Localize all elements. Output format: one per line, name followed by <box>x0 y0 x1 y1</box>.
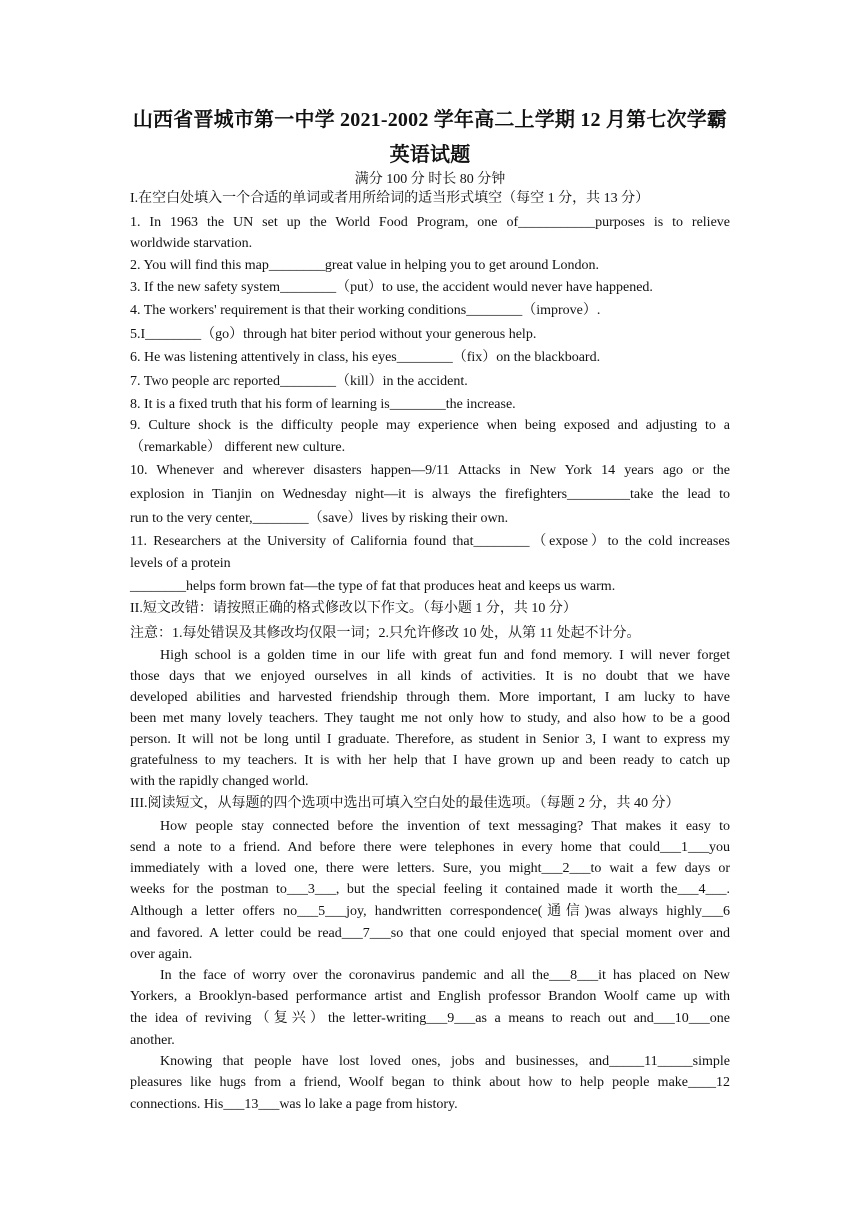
passage-line-a4: weeks for the postman to___3___, but the special feeling it contained made it worth the___4___. <box>130 882 730 897</box>
question-10-line1: 10. Whenever and wherever disasters happen—9/11 Attacks in New York 14 years ago or the <box>130 463 730 478</box>
question-9-line2: （remarkable） different new culture. <box>130 440 346 455</box>
passage-line-a1: How people stay connected before the invention of text messaging? That makes it easy to <box>160 819 730 834</box>
passage-line-a2: send a note to a friend. And before there were telephones in every home that could___1___you <box>130 840 730 855</box>
passage-line-b2: Yorkers, a Brooklyn-based performance artist and English professor Brandon Woolf came up with <box>130 989 730 1004</box>
essay-line-1: High school is a golden time in our life with great fun and fond memory. I will never forget <box>160 648 730 663</box>
section3-heading: III.阅读短文，从每题的四个选项中选出可填入空白处的最佳选项。（每题 2 分，共 40 分） <box>130 796 680 811</box>
question-7: 7. Two people arc reported________（kill）in the accident. <box>130 374 468 389</box>
passage-line-b3: the idea of reviving（复兴）the letter-writing___9___as a means to reach out and___10___one <box>130 1011 730 1026</box>
essay-line-4: been met many lovely teachers. They taught me not only how to study, and also how to be a good <box>130 711 730 726</box>
essay-line-2: those days that we enjoyed ourselves in all kinds of activities. It is no doubt that we have <box>130 669 730 684</box>
passage-line-c3: connections. His___13___was lo lake a page from history. <box>130 1097 458 1112</box>
question-11-line3: ________helps form brown fat—the type of fat that produces heat and keeps us warm. <box>130 579 616 594</box>
section1-heading: I.在空白处填入一个合适的单词或者用所给词的适当形式填空（每空 1 分，共 13 分） <box>130 191 650 206</box>
document-title-line1: 山西省晋城市第一中学 2021-2002 学年高二上学期 12 月第七次学霸 <box>132 109 728 131</box>
question-11-line2: levels of a protein <box>130 556 231 571</box>
question-9-line1: 9. Culture shock is the difficulty people may experience when being exposed and adjusting to a <box>130 418 730 433</box>
question-10-line2: explosion in Tianjin on Wednesday night—it is always the firefighters_________take the lead to <box>130 487 730 502</box>
question-4: 4. The workers' requirement is that their working conditions________（improve）. <box>130 303 601 318</box>
passage-line-a5: Although a letter offers no___5___joy, handwritten correspondence(通信)was always highly___6 <box>130 904 730 919</box>
essay-line-7: with the rapidly changed world. <box>130 774 309 789</box>
passage-line-a7: over again. <box>130 947 193 962</box>
question-1-line2: worldwide starvation. <box>130 236 253 251</box>
passage-line-a6: and favored. A letter could be read___7___so that one could enjoyed that special moment over and <box>130 926 730 941</box>
essay-line-3: developed abilities and harvested friendship through them. More important, I am lucky to have <box>130 690 730 705</box>
passage-line-c1: Knowing that people have lost loved ones, jobs and businesses, and_____11_____simple <box>160 1054 730 1069</box>
essay-line-5: person. It will not be long until I graduate. Therefore, as student in Senior 3, I want to express my <box>130 732 730 747</box>
passage-line-a3: immediately with a loved one, there were letters. Sure, you might___2___to wait a few days or <box>130 861 730 876</box>
question-11-line1: 11. Researchers at the University of California found that________（expose）to the cold increases <box>130 534 730 549</box>
question-3: 3. If the new safety system________（put）to use, the accident would never have happened. <box>130 280 653 295</box>
question-2: 2. You will find this map________great value in helping you to get around London. <box>130 258 599 273</box>
essay-line-6: gratefulness to my teachers. It is with her help that I have grown up and been ready to catch up <box>130 753 730 768</box>
section2-note: 注意：1.每处错误及其修改均仅限一词；2.只允许修改 10 处，从第 11 处起不计分。 <box>130 626 641 641</box>
passage-line-b4: another. <box>130 1033 175 1048</box>
question-6: 6. He was listening attentively in class, his eyes________（fix）on the blackboard. <box>130 350 601 365</box>
section2-heading: II.短文改错：请按照正确的格式修改以下作文。（每小题 1 分，共 10 分） <box>130 601 577 616</box>
passage-line-c2: pleasures like hugs from a friend, Woolf began to think about how to help people make____12 <box>130 1075 730 1090</box>
exam-meta: 满分 100 分 时长 80 分钟 <box>354 172 506 187</box>
document-title-line2: 英语试题 <box>389 144 471 166</box>
question-8: 8. It is a fixed truth that his form of learning is________the increase. <box>130 397 516 412</box>
question-5: 5.I________（go）through hat biter period without your generous help. <box>130 327 537 342</box>
passage-line-b1: In the face of worry over the coronavirus pandemic and all the___8___it has placed on New <box>160 968 730 983</box>
question-1-line1: 1. In 1963 the UN set up the World Food Program, one of___________purposes is to relieve <box>130 215 730 230</box>
question-10-line3: run to the very center,________（save）lives by risking their own. <box>130 511 509 526</box>
